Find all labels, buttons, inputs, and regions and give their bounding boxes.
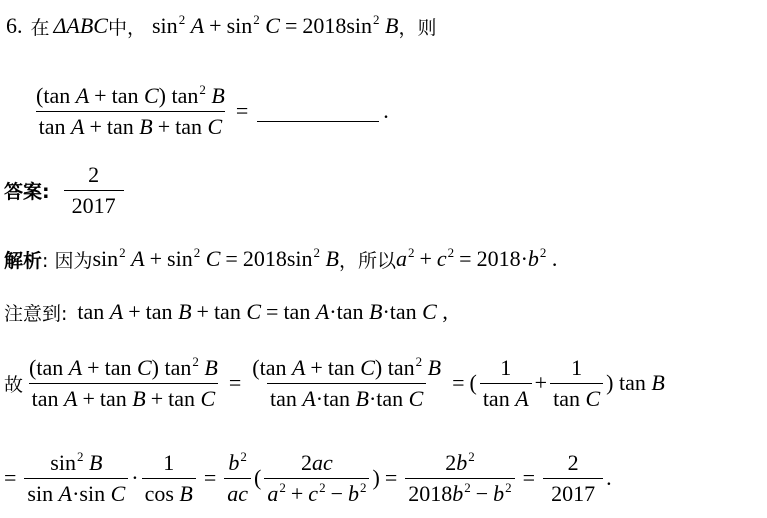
step2-side-fraction: $\frac{b^2}{ac}$: [224, 451, 251, 506]
answer-blank: [257, 101, 379, 122]
therefore-label: 故: [4, 373, 24, 396]
analysis-line: [4, 241, 557, 277]
answer-label: 答案:: [4, 180, 50, 203]
step2-sub-fraction: $\frac{2b^2}{2018b^2 - b^2}$: [405, 451, 514, 506]
final-period: .: [606, 465, 612, 490]
side-relation: $a^2 + c^2 = 2018\cdot b^2$ .: [395, 245, 558, 271]
problem-number: 6.: [6, 13, 23, 38]
problem-statement: [6, 8, 437, 44]
analysis-equation: $\sin^2 A + \sin^2 C = 2018\sin^2$ B: [92, 245, 339, 271]
note-label: 注意到:: [4, 302, 68, 325]
target-expression: $\frac{(\tan A + \tan C) \tan^2 B}{\text{tan A + tan B + tan C}}$ = .: [30, 76, 389, 146]
final-answer-fraction: $\frac{2}{2017}$: [543, 451, 603, 506]
problem-then-text: ，则: [398, 16, 437, 39]
answer-line: [4, 158, 127, 222]
step1-frac-a: $\frac{1}{\text{tan A}}$: [480, 356, 532, 411]
problem-lead-text: 在: [30, 16, 50, 39]
step2-cosine-fraction: $\frac{2ac}{a^2 + c^2 - b^2}$: [264, 451, 369, 506]
tan-identity: tan A + tan B + tan C = tan A·tan B·tan C ,: [77, 299, 448, 324]
step2-cos-fraction: $\frac{1}{\text{cos B}}$: [142, 451, 196, 506]
given-equation: $\sin^2 A + \sin^2 C = 2018\sin^2$ B: [152, 12, 399, 38]
step2-sin-fraction: $\frac{\sin^2 B}{\text{sin A·sin C}}$: [24, 451, 128, 506]
note-line: [4, 294, 448, 330]
analysis-so: ，所以: [338, 249, 396, 272]
triangle-label: ΔABC: [53, 13, 108, 38]
answer-fraction: $\frac{2}{2017}$: [64, 163, 124, 218]
step1-mid-fraction: $\frac{(\tan A + \tan C) \tan^2 B}{\text{tan A·tan B·tan C}}$: [252, 353, 442, 411]
therefore-line: 故 $\frac{(\tan A + \tan C) \tan^2 B}{\text{tan A + tan B + tan C}}$ = $\frac{(\tan A + \tan C) \tan^2 B}{\text{tan A·tan B·tan C}}$ = ( $\frac{1}{\text{tan A}}$ + $\frac{1}{\text{tan C}}$ ) tan B: [4, 353, 665, 411]
analysis-label: 解析: [4, 249, 43, 272]
step1-lhs-fraction: $\frac{(\tan A + \tan C) \tan^2 B}{\text{tan A + tan B + tan C}}$: [29, 353, 218, 411]
target-fraction: $\frac{(\tan A + \tan C) \tan^2 B}{\text{tan A + tan B + tan C}}$: [36, 81, 225, 139]
final-line: = $\frac{\sin^2 B}{\text{sin A·sin C}}$ · $\frac{1}{\text{cos B}}$ = $\frac{b^2}{ac}$ ( $\frac{2ac}{a^2 + c^2 - b^2}$ ) = $\frac{2b^2}{2018b^2 - b^2}$ = $\frac{2}{2017}$ .: [4, 448, 612, 506]
analysis-because: : 因为: [42, 249, 93, 272]
step1-frac-c: $\frac{1}{\text{tan C}}$: [550, 356, 603, 411]
problem-mid-text: 中，: [107, 16, 146, 39]
